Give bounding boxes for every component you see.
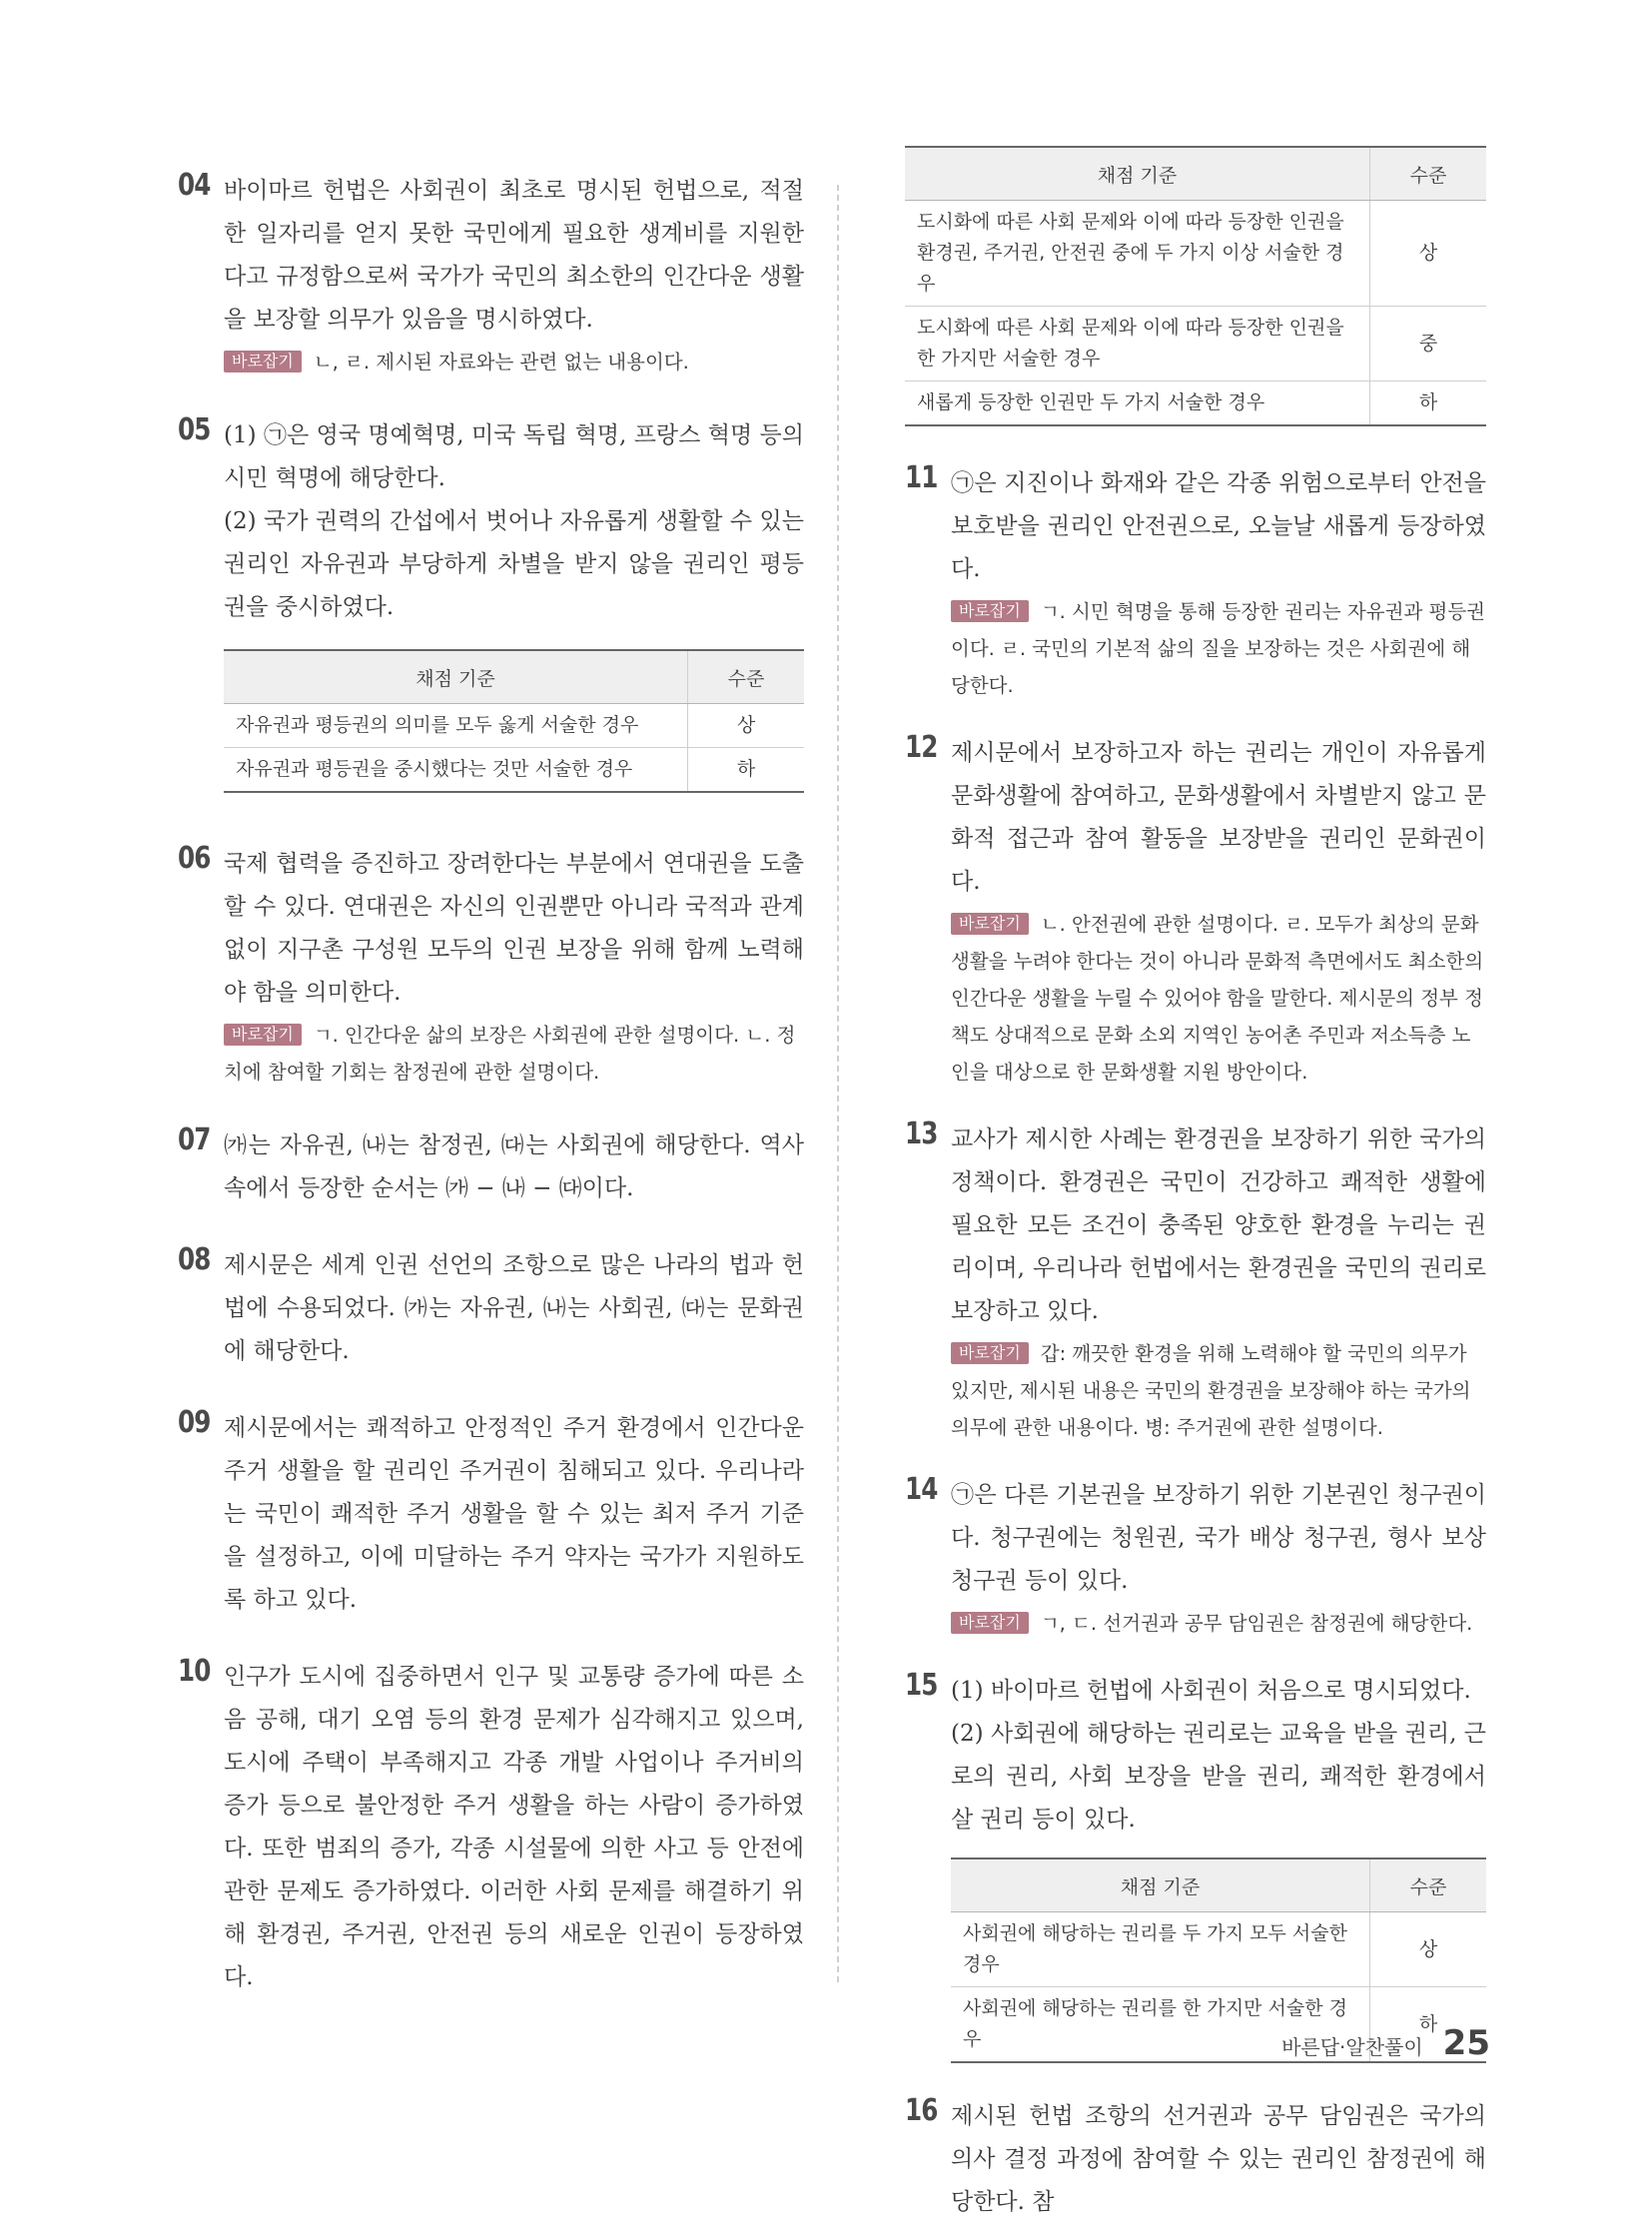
page-number: 25 <box>1442 2023 1490 2063</box>
item-text: 제시문은 세계 인권 선언의 조항으로 많은 나라의 법과 헌법에 수용되었다. ㈎는 자유권, ㈏는 사회권, ㈐는 문화권에 해당한다. <box>224 1252 804 1364</box>
correction-note <box>951 593 1486 704</box>
right-column <box>905 146 1486 2224</box>
answer-item-05 <box>178 414 804 629</box>
criteria-cell: 자유권과 평등권을 중시했다는 것만 서술한 경우 <box>224 748 688 793</box>
answer-item-06 <box>178 843 804 1091</box>
criteria-cell: 도시화에 따른 사회 문제와 이에 따라 등장한 인권을 한 가지만 서술한 경우 <box>905 307 1370 381</box>
answer-item-13 <box>905 1118 1486 1446</box>
answer-item-09 <box>178 1407 804 1622</box>
footer-book-title: 바른답·알찬풀이 <box>1281 2035 1423 2059</box>
answer-item-15 <box>905 1670 1486 1842</box>
item-text: ㈎는 자유권, ㈏는 참정권, ㈐는 사회권에 해당한다. 역사 속에서 등장한 순서는 ㈎ − ㈏ − ㈐이다. <box>224 1132 804 1201</box>
item-text: (1) 바이마르 헌법에 사회권이 처음으로 명시되었다. <box>951 1678 1471 1704</box>
rubric-table-05 <box>224 649 804 793</box>
answer-item-12 <box>905 732 1486 1091</box>
correction-note <box>224 1017 804 1091</box>
rubric-table-10-wrap <box>905 146 1486 426</box>
table-row <box>224 704 804 748</box>
correction-badge: 바로잡기 <box>951 913 1029 935</box>
table-row <box>224 748 804 793</box>
level-cell: 하 <box>1370 381 1487 426</box>
item-text: 국제 협력을 증진하고 장려한다는 부분에서 연대권을 도출할 수 있다. 연대권은 자신의 인권뿐만 아니라 국적과 관계없이 지구촌 구성원 모두의 인권 보장을 위해 함께 노력해야 함을 의미한다. <box>224 851 804 1006</box>
item-text: 교사가 제시한 사례는 환경권을 보장하기 위한 국가의 정책이다. 환경권은 국민이 건강하고 쾌적한 생활에 필요한 모든 조건이 충족된 양호한 환경을 누리는 권리이며, 우리나라 헌법에서는 환경권을 국민의 권리로 보장하고 있다. <box>951 1126 1486 1324</box>
answer-item-10 <box>178 1656 804 1999</box>
item-number: 11 <box>905 460 938 495</box>
correction-text: ㄴ, ㄹ. 제시된 자료와는 관련 없는 내용이다. <box>313 351 689 373</box>
level-cell: 중 <box>1370 307 1487 381</box>
item-number: 15 <box>905 1668 938 1703</box>
correction-note <box>951 906 1486 1091</box>
answer-item-07 <box>178 1124 804 1210</box>
criteria-cell: 자유권과 평등권의 의미를 모두 옳게 서술한 경우 <box>224 704 688 748</box>
correction-text: 갑: 깨끗한 환경을 위해 노력해야 할 국민의 의무가 있지만, 제시된 내용은 국민의 환경권을 보장해야 하는 국가의 의무에 관한 내용이다. 병: 주거권에 관한 설명이다. <box>951 1342 1471 1439</box>
item-text: 인구가 도시에 집중하면서 인구 및 교통량 증가에 따른 소음 공해, 대기 오염 등의 환경 문제가 심각해지고 있으며, 도시에 주택이 부족해지고 각종 개발 사업이나 주거비의 증가 등으로 불안정한 주거 생활을 하는 사람이 증가하였다. 또한 범죄의 증가, 각종 시설물에 의한 사고 등 안전에 관한 문제도 증가하였다. 이러한 사회 문제를 해결하기 위해 환경권, 주거권, 안전권 등의 새로운 인권이 등장하였다. <box>224 1664 804 1990</box>
correction-text: ㄱ. 시민 혁명을 통해 등장한 권리는 자유권과 평등권이다. ㄹ. 국민의 기본적 삶의 질을 보장하는 것은 사회권에 해당한다. <box>951 600 1485 697</box>
answer-item-04 <box>178 170 804 380</box>
answer-item-14 <box>905 1474 1486 1642</box>
table-row <box>905 381 1486 426</box>
correction-badge: 바로잡기 <box>951 1342 1029 1364</box>
table-header-level: 수준 <box>688 650 805 704</box>
item-text: ㉠은 지진이나 화재와 같은 각종 위험으로부터 안전을 보호받을 권리인 안전권으로, 오늘날 새롭게 등장하였다. <box>951 470 1486 582</box>
level-cell: 상 <box>688 704 805 748</box>
answer-item-11 <box>905 462 1486 704</box>
correction-badge: 바로잡기 <box>951 1612 1029 1634</box>
table-row <box>951 1912 1486 1987</box>
level-cell: 상 <box>1370 201 1487 307</box>
table-header-level: 수준 <box>1370 147 1487 201</box>
item-number: 14 <box>905 1472 938 1507</box>
item-text: 제시문에서는 쾌적하고 안정적인 주거 환경에서 인간다운 주거 생활을 할 권리인 주거권이 침해되고 있다. 우리나라는 국민이 쾌적한 주거 생활을 할 수 있는 최저 주거 기준을 설정하고, 이에 미달하는 주거 약자는 국가가 지원하도록 하고 있다. <box>224 1415 804 1613</box>
criteria-cell: 도시화에 따른 사회 문제와 이에 따라 등장한 인권을 환경권, 주거권, 안전권 중에 두 가지 이상 서술한 경우 <box>905 201 1370 307</box>
item-number: 09 <box>178 1405 211 1440</box>
criteria-cell: 새롭게 등장한 인권만 두 가지 서술한 경우 <box>905 381 1370 426</box>
item-text: 제시문에서 보장하고자 하는 권리는 개인이 자유롭게 문화생활에 참여하고, 문화생활에서 차별받지 않고 문화적 접근과 참여 활동을 보장받을 권리인 문화권이다. <box>951 740 1486 895</box>
correction-badge: 바로잡기 <box>224 351 302 372</box>
page-footer <box>1281 2023 1490 2063</box>
correction-badge: 바로잡기 <box>224 1024 302 1046</box>
item-text: (2) 사회권에 해당하는 권리로는 교육을 받을 권리, 근로의 권리, 사회 보장을 받을 권리, 쾌적한 환경에서 살 권리 등이 있다. <box>951 1721 1486 1833</box>
item-text: (2) 국가 권력의 간섭에서 벗어나 자유롭게 생활할 수 있는 권리인 자유권과 부당하게 차별을 받지 않을 권리인 평등권을 중시하였다. <box>224 508 804 620</box>
correction-text: ㄱ, ㄷ. 선거권과 공무 담임권은 참정권에 해당한다. <box>1040 1612 1473 1635</box>
item-number: 13 <box>905 1116 938 1151</box>
item-text: 제시된 헌법 조항의 선거권과 공무 담임권은 국가의 의사 결정 과정에 참여할 수 있는 권리인 참정권에 해당한다. 참 <box>951 2103 1486 2215</box>
criteria-cell: 사회권에 해당하는 권리를 한 가지만 서술한 경우 <box>951 1987 1370 2063</box>
item-number: 12 <box>905 730 938 765</box>
level-cell: 하 <box>688 748 805 793</box>
correction-badge: 바로잡기 <box>951 600 1029 622</box>
correction-text: ㄱ. 인간다운 삶의 보장은 사회권에 관한 설명이다. ㄴ. 정치에 참여할 기회는 참정권에 관한 설명이다. <box>224 1024 796 1084</box>
table-header-criteria: 채점 기준 <box>905 147 1370 201</box>
left-column <box>178 170 804 1999</box>
correction-note <box>951 1335 1486 1446</box>
rubric-table-10 <box>905 146 1486 426</box>
item-text: 바이마르 헌법은 사회권이 최초로 명시된 헌법으로, 적절한 일자리를 얻지 못한 국민에게 필요한 생계비를 지원한다고 규정함으로써 국가가 국민의 최소한의 인간다운 생활을 보장할 의무가 있음을 명시하였다. <box>224 178 804 333</box>
correction-text: ㄴ. 안전권에 관한 설명이다. ㄹ. 모두가 최상의 문화생활을 누려야 한다는 것이 아니라 문화적 측면에서도 최소한의 인간다운 생활을 누릴 수 있어야 함을 말한다. 제시문의 정부 정책도 상대적으로 문화 소외 지역인 농어촌 주민과 저소득층 노인을 대상으로 한 문화생활 지원 방안이다. <box>951 913 1484 1084</box>
correction-note <box>951 1605 1486 1642</box>
item-number: 04 <box>178 168 211 203</box>
answer-item-08 <box>178 1244 804 1373</box>
item-number: 07 <box>178 1122 211 1157</box>
item-text: ㉠은 다른 기본권을 보장하기 위한 기본권인 청구권이다. 청구권에는 청원권, 국가 배상 청구권, 형사 보상 청구권 등이 있다. <box>951 1482 1486 1594</box>
item-number: 10 <box>178 1654 211 1689</box>
column-divider <box>837 185 839 1982</box>
table-header-criteria: 채점 기준 <box>951 1858 1370 1912</box>
item-text: (1) ㉠은 영국 명예혁명, 미국 독립 혁명, 프랑스 혁명 등의 시민 혁명에 해당한다. <box>224 422 804 491</box>
level-cell: 상 <box>1370 1912 1487 1987</box>
table-row <box>905 307 1486 381</box>
rubric-table-05-wrap <box>178 649 804 793</box>
table-header-level: 수준 <box>1370 1858 1487 1912</box>
item-number: 08 <box>178 1242 211 1277</box>
criteria-cell: 사회권에 해당하는 권리를 두 가지 모두 서술한 경우 <box>951 1912 1370 1987</box>
correction-note <box>224 344 804 380</box>
level-cell: 하 <box>1370 1987 1487 2063</box>
item-number: 06 <box>178 841 211 876</box>
table-row <box>905 201 1486 307</box>
item-number: 16 <box>905 2093 938 2128</box>
answer-item-16 <box>905 2095 1486 2224</box>
item-number: 05 <box>178 412 211 447</box>
table-header-criteria: 채점 기준 <box>224 650 688 704</box>
